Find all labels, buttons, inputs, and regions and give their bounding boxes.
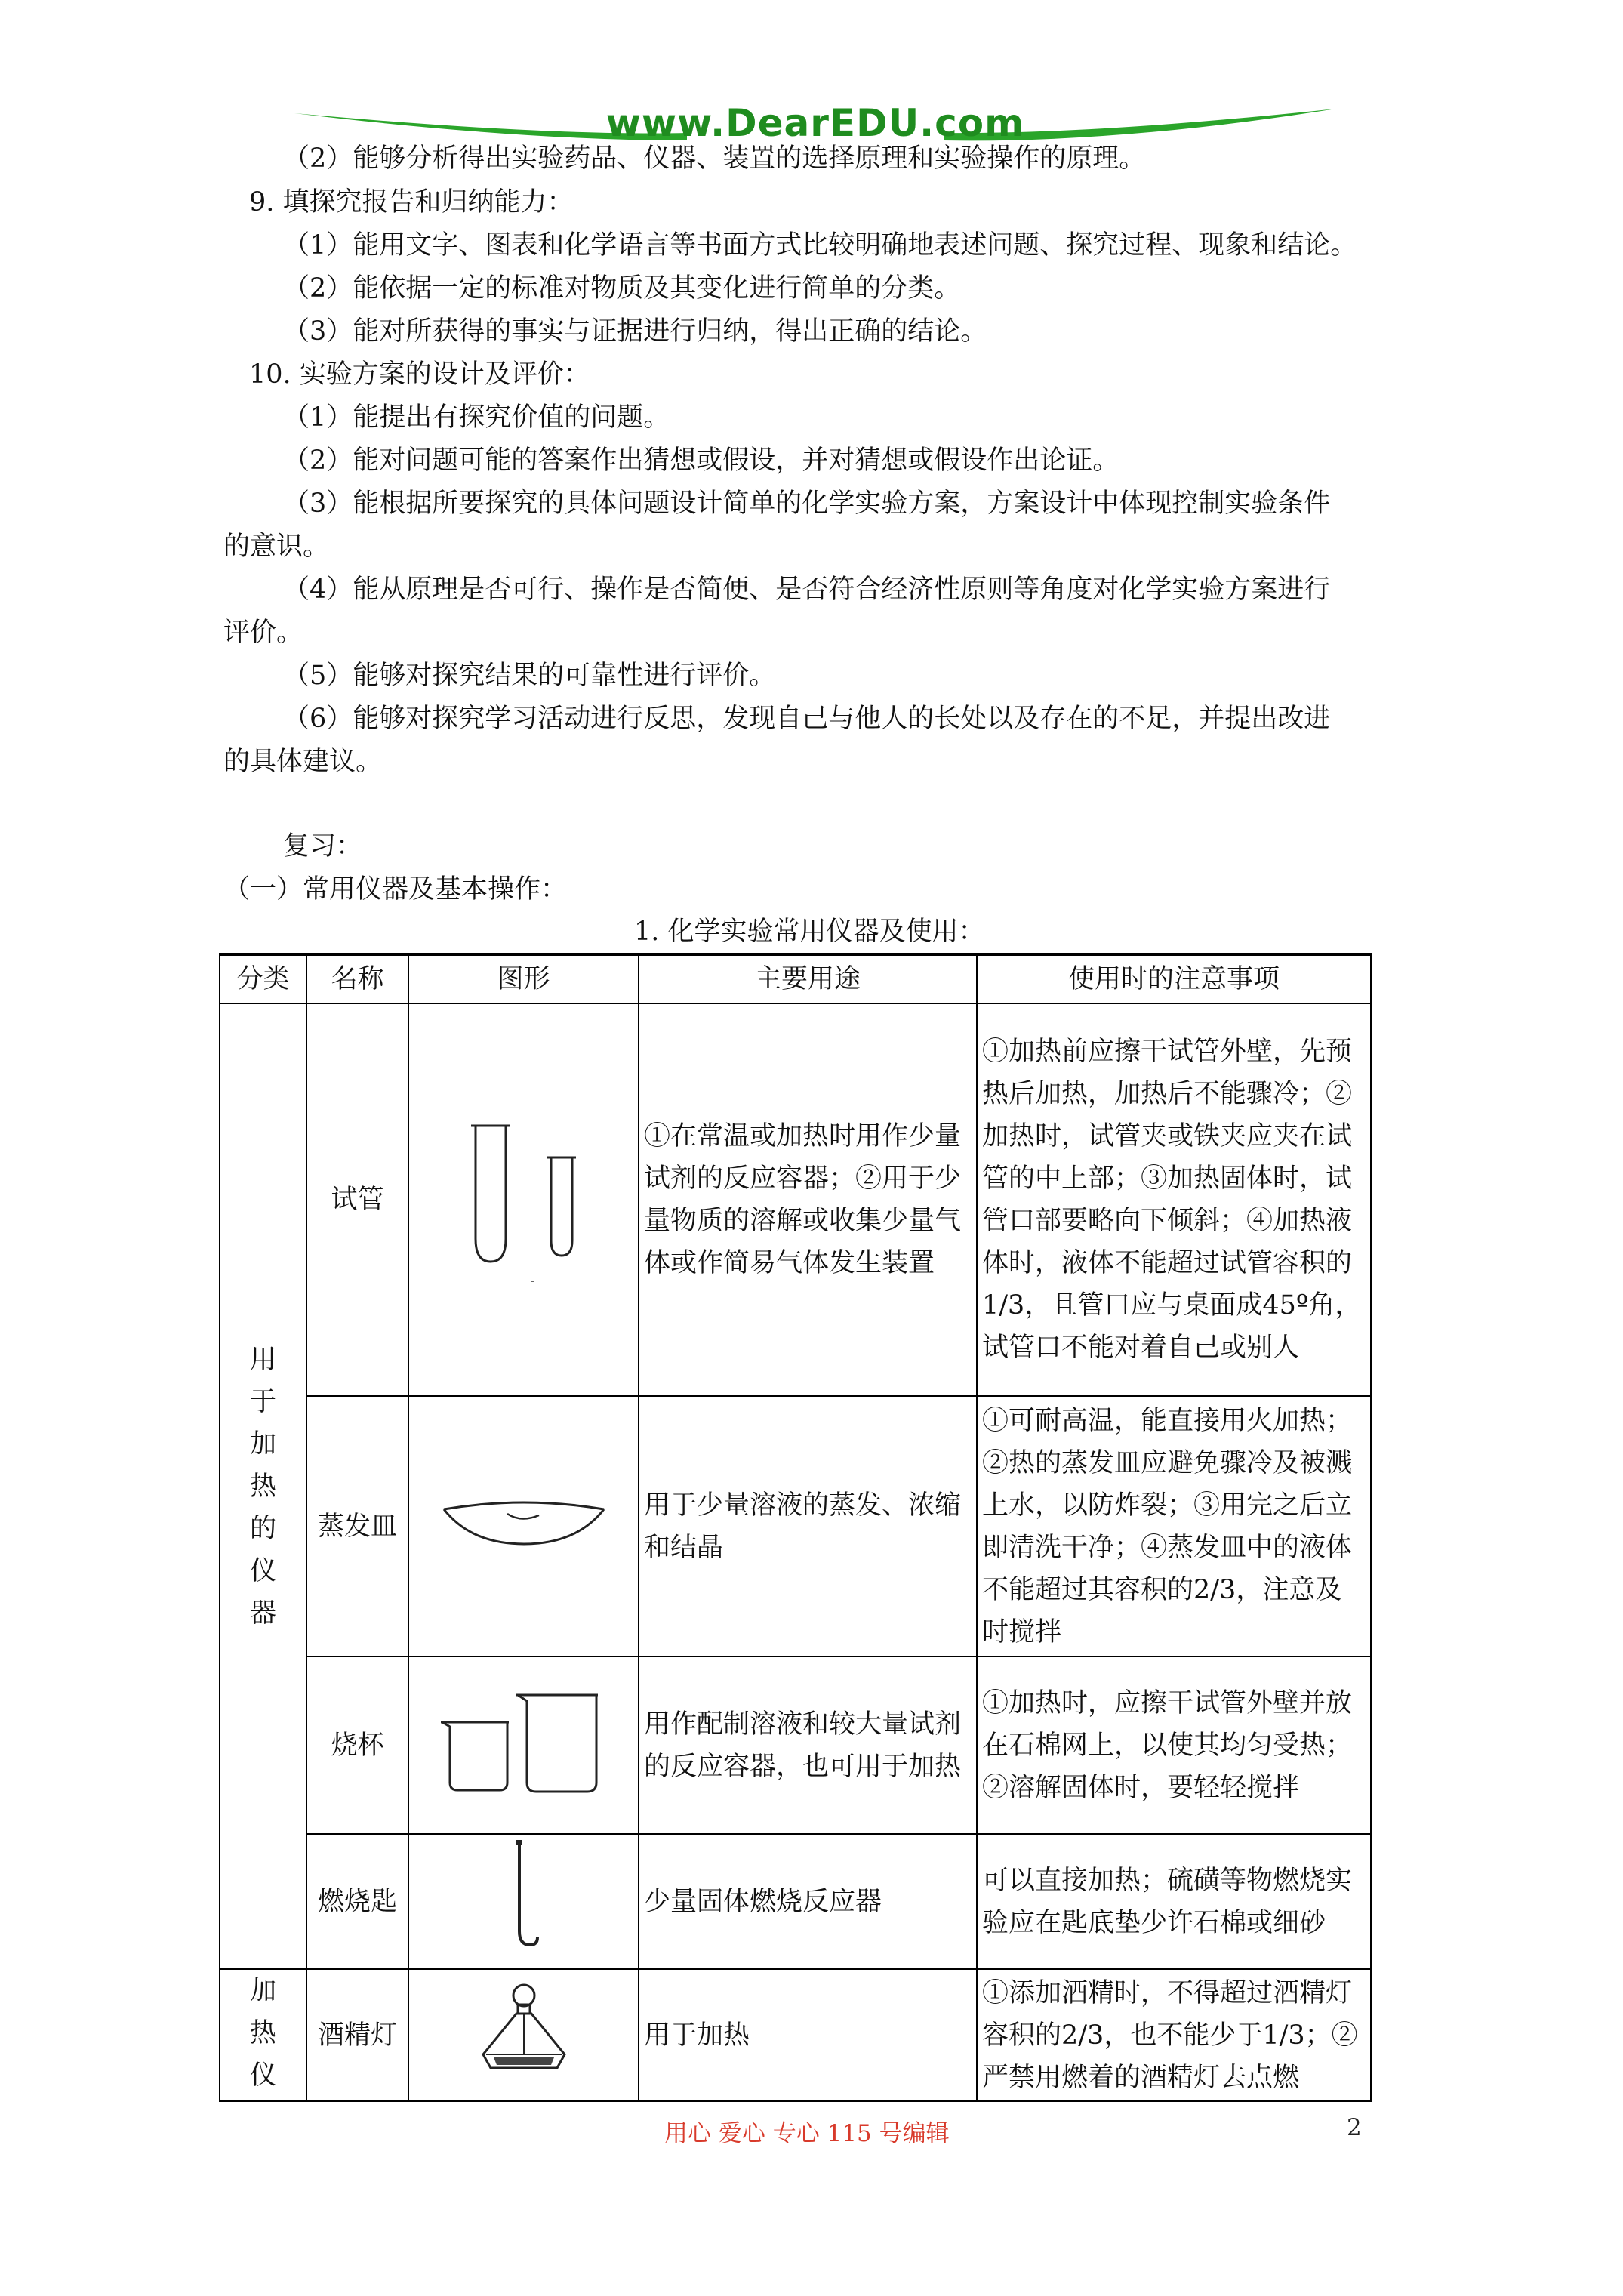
alcohol-lamp-icon [408, 1969, 639, 2101]
table-row [220, 1396, 1371, 1657]
instrument-name: 烧杯 [306, 1657, 408, 1834]
evaporating-dish-icon [408, 1396, 639, 1657]
instrument-use: 用于加热 [639, 1969, 977, 2101]
table-caption: 1. 化学实验常用仪器及使用： [634, 917, 985, 947]
header-use: 主要用途 [639, 954, 977, 1003]
subsection-heading: （一）常用仪器及基本操作： [223, 874, 568, 905]
instrument-notes: ①可耐高温，能直接用火加热；②热的蒸发皿应避免骤冷及被溅上水，以防炸裂；③用完之后立即清洗干净；④蒸发皿中的液体不能超过其容积的2/3，注意及时搅拌 [977, 1396, 1371, 1657]
text-line: （3）能根据所要探究的具体问题设计简单的化学实验方案，方案设计中体现控制实验条件 [283, 488, 1331, 519]
instrument-notes: ①添加酒精时，不得超过酒精灯容积的2/3，也不能少于1/3；②严禁用燃着的酒精灯去点燃 [977, 1969, 1371, 2101]
instrument-table [219, 953, 1372, 2102]
category-label: 加热仪 [249, 1976, 276, 2091]
instrument-notes: ①加热时，应擦干试管外壁并放在石棉网上，以使其均匀受热；②溶解固体时，要轻轻搅拌 [977, 1657, 1371, 1834]
instrument-use: 用作配制溶液和较大量试剂的反应容器，也可用于加热 [639, 1657, 977, 1834]
instrument-name: 燃烧匙 [306, 1834, 408, 1969]
text-line: （2）能对问题可能的答案作出猜想或假设，并对猜想或假设作出论证。 [283, 445, 1119, 476]
instrument-notes: ①加热前应擦干试管外壁，先预热后加热，加热后不能骤冷；②加热时，试管夹或铁夹应夹在试管的中上部；③加热固体时，试管口部要略向下倾斜；④加热液体时，液体不能超过试管容积的1/3，且管口应与桌面成45º角，试管口不能对着自己或别人 [977, 1003, 1371, 1396]
text-line: （4）能从原理是否可行、操作是否简便、是否符合经济性原则等角度对化学实验方案进行 [283, 575, 1331, 605]
text-line: 评价。 [223, 618, 303, 648]
text-line: （2）能够分析得出实验药品、仪器、装置的选择原理和实验操作的原理。 [283, 143, 1146, 174]
table-row [220, 1657, 1371, 1834]
combustion-spoon-icon [408, 1834, 639, 1969]
page-number: 2 [1347, 2114, 1362, 2141]
table-row [220, 1834, 1371, 1969]
text-line: （2）能依据一定的标准对物质及其变化进行简单的分类。 [283, 273, 961, 304]
text-line: （3）能对所获得的事实与证据进行归纳，得出正确的结论。 [283, 316, 987, 347]
table-row [220, 1003, 1371, 1396]
category-label: 用于加热的仪器 [249, 1344, 276, 1629]
text-line: （1）能提出有探究价值的问题。 [283, 402, 670, 433]
text-line: （5）能够对探究结果的可靠性进行评价。 [283, 661, 776, 691]
instrument-notes: 可以直接加热；硫磺等物燃烧实验应在匙底垫少许石棉或细砂 [977, 1834, 1371, 1969]
header-figure: 图形 [408, 954, 639, 1003]
header-category: 分类 [220, 954, 306, 1003]
table-row [220, 1969, 1371, 2101]
text-line: 的具体建议。 [223, 747, 383, 777]
instrument-use: ①在常温或加热时用作少量试剂的反应容器；②用于少量物质的溶解或收集少量气体或作简易气体发生装置 [639, 1003, 977, 1396]
footer-text: 用心 爱心 专心 115 号编辑 [664, 2120, 950, 2147]
section-heading: 10. 实验方案的设计及评价： [249, 359, 590, 390]
instrument-use: 少量固体燃烧反应器 [639, 1834, 977, 1969]
category-heating-instruments [220, 1003, 306, 1969]
beaker-icon [408, 1657, 639, 1834]
table-header-row [220, 954, 1371, 1003]
header-notes: 使用时的注意事项 [977, 954, 1371, 1003]
instrument-use: 用于少量溶液的蒸发、浓缩和结晶 [639, 1396, 977, 1657]
review-heading: 复习： [283, 831, 363, 861]
instrument-name: 试管 [306, 1003, 408, 1396]
text-line: （1）能用文字、图表和化学语言等书面方式比较明确地表述问题、探究过程、现象和结论。 [283, 230, 1357, 260]
instrument-name: 酒精灯 [306, 1969, 408, 2101]
text-line: 的意识。 [223, 532, 330, 562]
section-heading: 9. 填探究报告和归纳能力： [249, 187, 574, 217]
instrument-name: 蒸发皿 [306, 1396, 408, 1657]
test-tube-icon [408, 1003, 639, 1396]
header-name: 名称 [306, 954, 408, 1003]
category-heating-device [220, 1969, 306, 2101]
logo-text: www.DearEDU.com [605, 101, 1025, 145]
text-line: （6）能够对探究学习活动进行反思，发现自己与他人的长处以及存在的不足，并提出改进 [283, 704, 1331, 734]
